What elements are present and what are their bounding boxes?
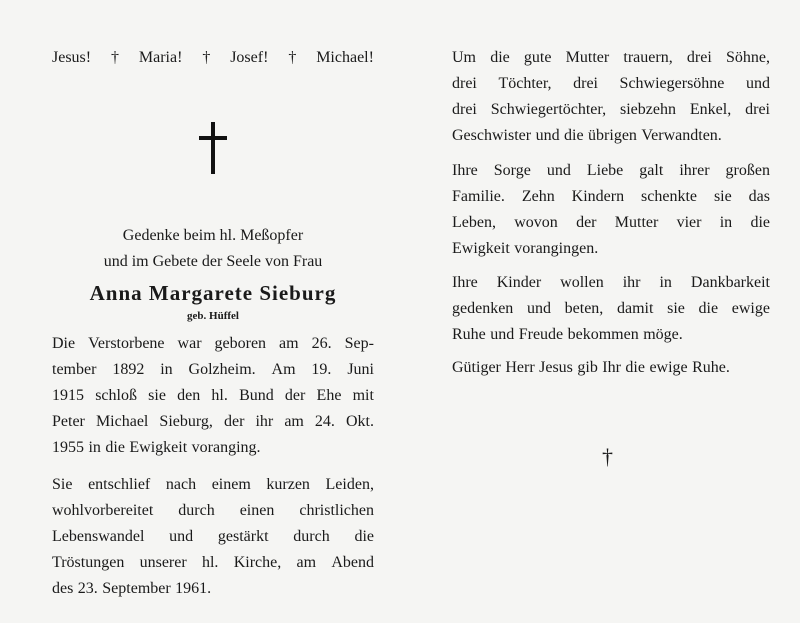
word: drei (686, 49, 712, 66)
word: galt (639, 162, 664, 179)
word: geboren (214, 335, 267, 352)
text-line (52, 437, 374, 459)
word: schenkte (641, 188, 697, 205)
word: und (490, 326, 515, 343)
text-line (52, 500, 374, 522)
word: gib (577, 359, 598, 376)
word: am (284, 413, 304, 430)
text-line (452, 298, 770, 320)
word: ewige (731, 300, 770, 317)
word: Abend (331, 554, 374, 571)
word: christlichen (299, 502, 374, 519)
word: übrigen (588, 127, 637, 144)
word: und (745, 75, 770, 92)
word: 1892 (112, 361, 145, 378)
word: Töchter, (498, 75, 552, 92)
text-line (452, 212, 770, 234)
word: Leben, (452, 214, 496, 231)
word: drei (452, 101, 477, 118)
word: voranging. (191, 439, 261, 456)
word: 19. (311, 361, 332, 378)
deceased-name: Anna Margarete Sieburg (89, 281, 337, 305)
word: Kinder (496, 274, 542, 291)
cross-glyph-icon: † (111, 49, 119, 66)
word: Ewigkeit (452, 240, 510, 257)
word: der (223, 413, 245, 430)
cross-glyph-icon: † (202, 49, 211, 66)
word: drei (745, 101, 770, 118)
right-column (452, 0, 770, 623)
word: Bund (239, 387, 274, 404)
word: sie (148, 387, 166, 404)
text-line (452, 160, 770, 182)
word: am (296, 554, 317, 571)
text-line (52, 526, 374, 548)
word: mit (352, 387, 374, 404)
word: 1915 (52, 387, 84, 404)
word: Ihr (602, 359, 621, 376)
text-line (52, 578, 374, 600)
word: gedenken (452, 300, 514, 317)
word: die (354, 528, 374, 545)
word: möge. (643, 326, 683, 343)
invocation-line (52, 48, 374, 68)
text-line (452, 99, 770, 121)
cross-glyph-icon: † (288, 49, 297, 66)
word: hl. (211, 387, 228, 404)
text-line (452, 357, 770, 379)
word: Golzheim. (188, 361, 256, 378)
word: Sie (52, 476, 73, 493)
small-cross-icon: † (602, 444, 613, 469)
word: ewige (649, 359, 688, 376)
word: Juni (347, 361, 374, 378)
word: unserer (139, 554, 187, 571)
word: Freude (518, 326, 564, 343)
word: 24. (314, 413, 335, 430)
word: Herr (505, 359, 535, 376)
word: Sorge (493, 162, 531, 179)
word: Ihre (452, 274, 478, 291)
word: die (750, 214, 770, 231)
word: Liebe (586, 162, 624, 179)
word: beten, (564, 300, 604, 317)
word: in (719, 214, 733, 231)
word: Am (271, 361, 296, 378)
word: in (160, 361, 173, 378)
invocation-maria: Maria! (138, 49, 183, 66)
word: ihr (622, 274, 641, 291)
text-line (452, 238, 770, 260)
word: Mutter (614, 214, 659, 231)
word: Verwandten. (641, 127, 722, 144)
word: Schwiegersöhne (619, 75, 725, 92)
word: und (526, 300, 551, 317)
word: Enkel, (689, 101, 732, 118)
word: wovon (514, 214, 558, 231)
word: Ruhe (452, 326, 486, 343)
text-line (52, 552, 374, 574)
invocation-josef: Josef! (230, 49, 269, 66)
word: 23. (77, 580, 98, 597)
word: Verstorbene (88, 335, 165, 352)
word: und (546, 162, 571, 179)
word: das (748, 188, 770, 205)
word: Familie. (452, 188, 505, 205)
intro-line-2: und im Gebete der Seele von Frau (103, 253, 323, 270)
text-line (452, 125, 770, 147)
word: Ehe (316, 387, 342, 404)
word: Peter (52, 413, 85, 430)
word: drei (452, 75, 477, 92)
word: Ruhe. (692, 359, 730, 376)
word: trauern, (623, 49, 673, 66)
word: Kindern (571, 188, 625, 205)
large-cross-icon (195, 122, 231, 176)
word: Dankbarkeit (690, 274, 770, 291)
word: Ihre (452, 162, 478, 179)
word: wohlvorbereitet (52, 502, 154, 519)
word: drei (573, 75, 598, 92)
word: Jesus (539, 359, 573, 376)
word: in (88, 439, 101, 456)
word: einen (239, 502, 275, 519)
word: siebzehn (620, 101, 676, 118)
text-line (52, 385, 374, 407)
word: die (698, 300, 719, 317)
word: Um (452, 49, 476, 66)
word: Schwiegertöchter, (490, 101, 607, 118)
word: vorangingen. (514, 240, 599, 257)
word: hl. (201, 554, 219, 571)
text-line (52, 411, 374, 433)
invocation-jesus: Jesus! (52, 49, 92, 66)
word: nach (165, 476, 197, 493)
word: Okt. (345, 413, 374, 430)
word: Gütiger (452, 359, 501, 376)
text-line (452, 324, 770, 346)
word: tember (52, 361, 97, 378)
word: vier (676, 214, 702, 231)
word: bekommen (567, 326, 639, 343)
word: in (659, 274, 672, 291)
word: damit (616, 300, 654, 317)
word: einem (211, 476, 251, 493)
word: Kirche, (233, 554, 282, 571)
word: der (284, 387, 306, 404)
word: Die (52, 335, 76, 352)
word: der (576, 214, 597, 231)
word: durch (293, 528, 330, 545)
word: 26. (311, 335, 332, 352)
word: Zehn (521, 188, 555, 205)
word: Sieburg, (159, 413, 213, 430)
word: Michael (95, 413, 149, 430)
word: schloß (95, 387, 137, 404)
word: den (177, 387, 201, 404)
word: war (177, 335, 202, 352)
word: die (564, 127, 584, 144)
text-line (452, 272, 770, 294)
maiden-name: geb. Hüffel (187, 310, 239, 322)
text-line (52, 359, 374, 381)
word: des (52, 580, 74, 597)
word: durch (178, 502, 215, 519)
word: gute (523, 49, 552, 66)
text-line (52, 333, 374, 355)
word: ihr (255, 413, 274, 430)
word: Lebenswandel (52, 528, 145, 545)
word: die (490, 49, 510, 66)
word: die (625, 359, 645, 376)
invocation-michael: Michael! (316, 49, 374, 66)
word: und (169, 528, 194, 545)
left-column (52, 0, 374, 623)
word: sie (713, 188, 732, 205)
word: sie (667, 300, 685, 317)
word: gestärkt (217, 528, 269, 545)
word: 1961. (175, 580, 212, 597)
word: Geschwister (452, 127, 532, 144)
word: Tröstungen (52, 554, 125, 571)
word: Mutter (565, 49, 610, 66)
text-line (452, 47, 770, 69)
word: September (102, 580, 171, 597)
text-line (452, 73, 770, 95)
word: Leiden, (325, 476, 374, 493)
text-line (52, 474, 374, 496)
word: Söhne, (725, 49, 770, 66)
word: wollen (560, 274, 604, 291)
word: kurzen (266, 476, 310, 493)
word: Sep- (344, 335, 374, 352)
word: am (279, 335, 299, 352)
word: ihrer (679, 162, 710, 179)
word: 1955 (52, 439, 84, 456)
intro-line-1: Gedenke beim hl. Meßopfer (122, 227, 304, 244)
word: und (535, 127, 560, 144)
word: Ewigkeit (129, 439, 188, 456)
word: entschlief (88, 476, 151, 493)
word: die (105, 439, 125, 456)
text-line (452, 186, 770, 208)
word: großen (725, 162, 770, 179)
